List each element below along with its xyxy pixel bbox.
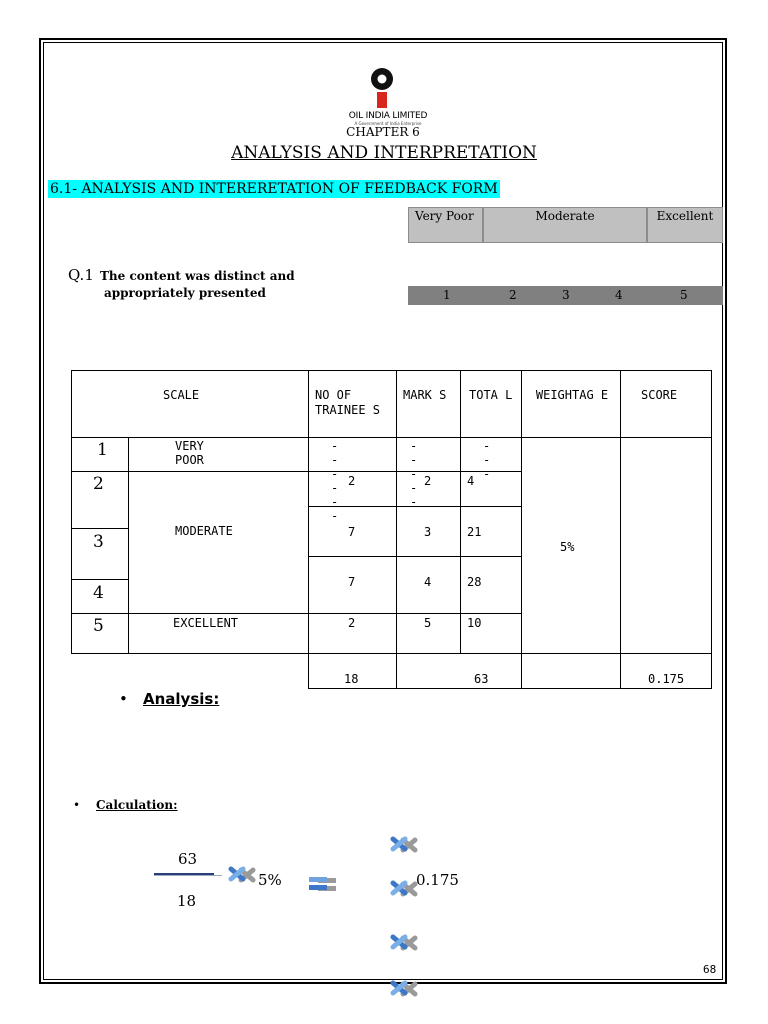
calc-result: 0.175 [416,871,459,889]
row-number: 5 [93,616,104,636]
chapter-label: CHAPTER 6 [346,125,420,139]
label-moderate: MODERATE [175,524,233,538]
cell-trainees: 7 [348,575,356,589]
rating-moderate: Moderate [483,207,647,243]
bullet-icon: • [73,798,81,812]
calculation-heading: Calculation: [96,798,178,812]
header-weightage: WEIGHTAG E [535,388,609,402]
cell-marks: ----- [410,439,418,509]
scale-value-5: 5 [680,288,688,302]
total-trainees: 18 [344,672,359,686]
total-score: 0.175 [648,672,685,686]
cell-trainees: 2 [348,474,356,488]
total-total: 63 [474,672,489,686]
page-number: 68 [703,963,717,976]
cell-trainees: 2 [348,616,356,630]
row-number: 3 [93,532,104,552]
cell-total: 4 [467,474,475,488]
question-line-2: appropriately presented [104,286,266,300]
header-scale: SCALE [163,388,200,402]
scale-value-2: 2 [509,288,517,302]
header-total: TOTA L [469,388,513,402]
header-score: SCORE [641,388,678,402]
scale-value-4: 4 [615,288,623,302]
calc-percent: 5% [258,871,282,889]
equals-icon [308,876,338,894]
question-text [100,268,295,302]
label-very-poor: VERY POOR [175,439,204,467]
page-title: ANALYSIS AND INTERPRETATION [231,143,537,163]
scale-value-3: 3 [562,288,570,302]
cell-total: 10 [467,616,482,630]
cell-marks: 2 [424,474,432,488]
rating-very-poor: Very Poor [408,207,483,243]
question-number: Q.1 [68,266,94,284]
analysis-heading: Analysis: [143,690,220,708]
cell-total: 28 [467,575,482,589]
header-marks: MARK S [403,388,447,402]
fraction-denominator: 18 [177,892,197,910]
cell-marks: 3 [424,525,432,539]
logo-name: OIL INDIA LIMITED [348,111,428,121]
cell-total: --- [483,439,491,481]
rating-header [408,207,723,243]
cell-marks: 5 [424,616,432,630]
logo-subtitle: A Government of India Enterprise [354,121,422,126]
rating-excellent: Excellent [647,207,723,243]
cell-trainees: ------ [331,439,339,523]
section-heading: 6.1- ANALYSIS AND INTERERETATION OF FEEDBACK FORM [50,181,498,197]
cell-weightage: 5% [560,540,575,554]
rating-scale-bar [408,286,723,305]
header-trainees: NO OF TRAINEE S [315,388,381,417]
row-number: 2 [93,474,104,494]
multiply-icon [389,980,419,998]
multiply-icon [389,836,419,854]
row-number: 1 [97,440,108,460]
row-number: 4 [93,583,104,603]
label-excellent: EXCELLENT [173,616,239,630]
cell-trainees: 7 [348,525,356,539]
multiply-icon [227,866,257,884]
scale-value-1: 1 [443,288,451,302]
cell-total: 21 [467,525,482,539]
multiply-icon [389,880,419,898]
multiply-icon [389,934,419,952]
fraction-numerator: 63 [178,850,198,868]
fraction-line-shadow [154,875,222,876]
cell-marks: 4 [424,575,432,589]
question-line-1: The content was distinct and [100,269,295,283]
bullet-icon: • [119,690,128,708]
